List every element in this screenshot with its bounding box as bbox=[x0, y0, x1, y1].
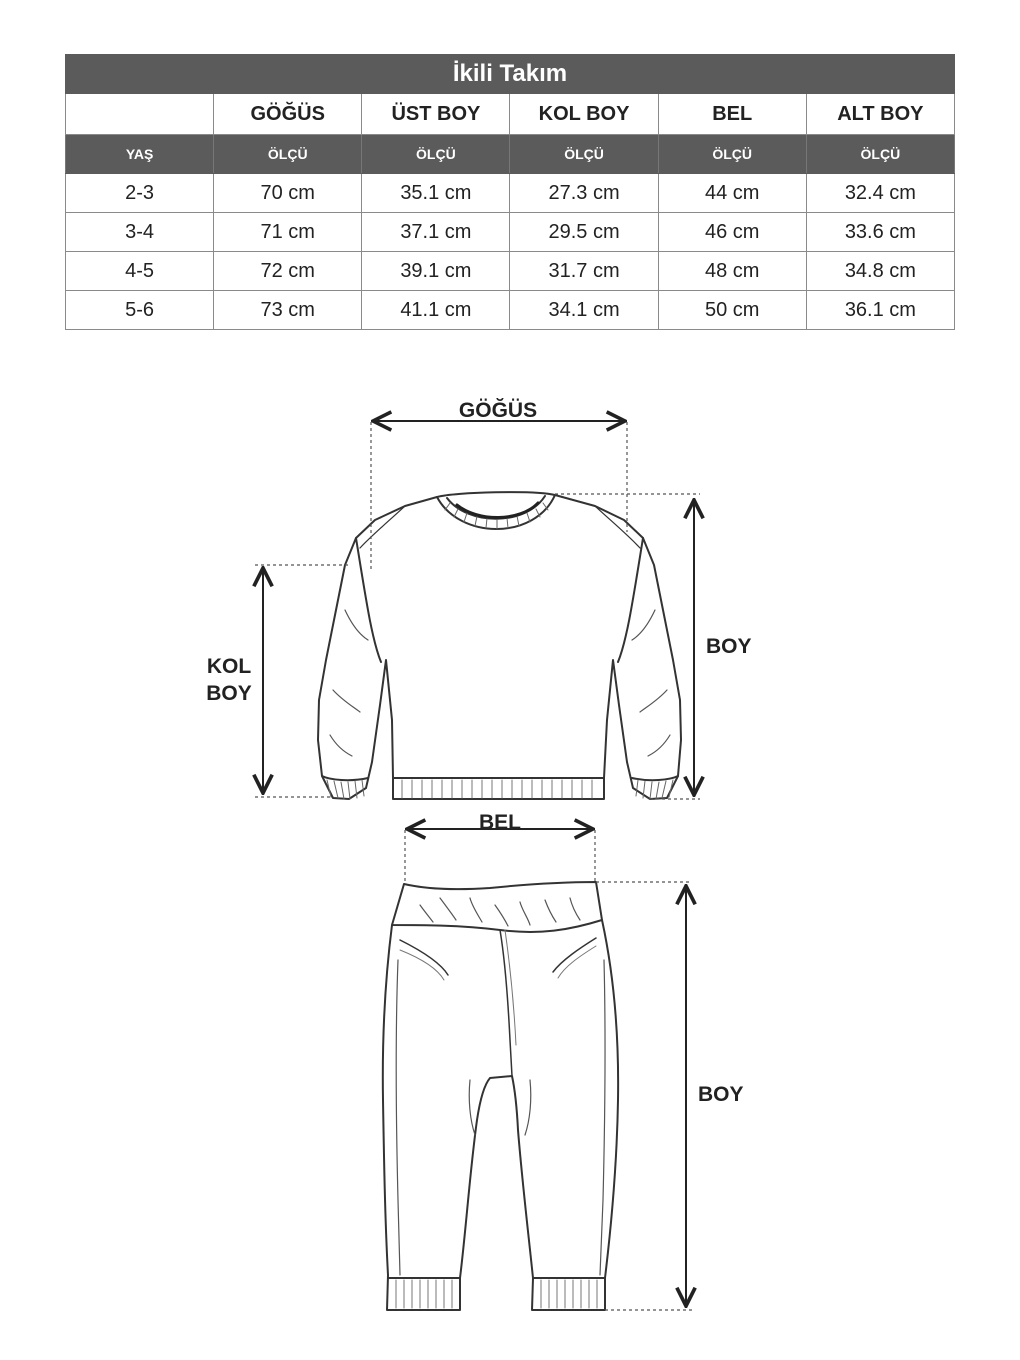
cell-age: 3-4 bbox=[66, 213, 214, 252]
subheader-measure: ÖLÇÜ bbox=[214, 135, 362, 174]
cell-top-length: 37.1 cm bbox=[362, 213, 510, 252]
header-waist: BEL bbox=[658, 94, 806, 135]
sweatshirt-length-label: BOY bbox=[706, 635, 752, 658]
subheader-age: YAŞ bbox=[66, 135, 214, 174]
cell-top-length: 41.1 cm bbox=[362, 291, 510, 330]
cell-chest: 72 cm bbox=[214, 252, 362, 291]
header-top-length: ÜST BOY bbox=[362, 94, 510, 135]
cell-age: 5-6 bbox=[66, 291, 214, 330]
cell-sleeve-length: 29.5 cm bbox=[510, 213, 658, 252]
cell-top-length: 35.1 cm bbox=[362, 174, 510, 213]
subheader-measure: ÖLÇÜ bbox=[510, 135, 658, 174]
cell-bottom-length: 34.8 cm bbox=[806, 252, 954, 291]
cell-waist: 48 cm bbox=[658, 252, 806, 291]
cell-chest: 71 cm bbox=[214, 213, 362, 252]
pants-illustration bbox=[383, 882, 618, 1310]
guide-lines bbox=[255, 422, 700, 1310]
header-chest: GÖĞÜS bbox=[214, 94, 362, 135]
subheader-measure: ÖLÇÜ bbox=[806, 135, 954, 174]
header-sleeve-length: KOL BOY bbox=[510, 94, 658, 135]
subheader-measure: ÖLÇÜ bbox=[362, 135, 510, 174]
cell-chest: 70 cm bbox=[214, 174, 362, 213]
cell-sleeve-length: 34.1 cm bbox=[510, 291, 658, 330]
cell-bottom-length: 32.4 cm bbox=[806, 174, 954, 213]
cell-age: 4-5 bbox=[66, 252, 214, 291]
cell-chest: 73 cm bbox=[214, 291, 362, 330]
cell-sleeve-length: 27.3 cm bbox=[510, 174, 658, 213]
waist-label: BEL bbox=[479, 811, 521, 834]
cell-age: 2-3 bbox=[66, 174, 214, 213]
cell-waist: 50 cm bbox=[658, 291, 806, 330]
cell-waist: 46 cm bbox=[658, 213, 806, 252]
pants-length-label: BOY bbox=[698, 1083, 744, 1106]
cell-waist: 44 cm bbox=[658, 174, 806, 213]
cell-sleeve-length: 31.7 cm bbox=[510, 252, 658, 291]
subheader-measure: ÖLÇÜ bbox=[658, 135, 806, 174]
table-title: İkili Takım bbox=[66, 55, 955, 94]
cell-bottom-length: 33.6 cm bbox=[806, 213, 954, 252]
sweatshirt-illustration bbox=[318, 492, 681, 799]
sleeve-label-line2: BOY bbox=[206, 682, 252, 705]
sleeve-label-line1: KOL bbox=[206, 655, 252, 678]
chest-label: GÖĞÜS bbox=[458, 399, 538, 422]
measurement-arrows bbox=[263, 421, 694, 1306]
cell-top-length: 39.1 cm bbox=[362, 252, 510, 291]
cell-bottom-length: 36.1 cm bbox=[806, 291, 954, 330]
header-bottom-length: ALT BOY bbox=[806, 94, 954, 135]
